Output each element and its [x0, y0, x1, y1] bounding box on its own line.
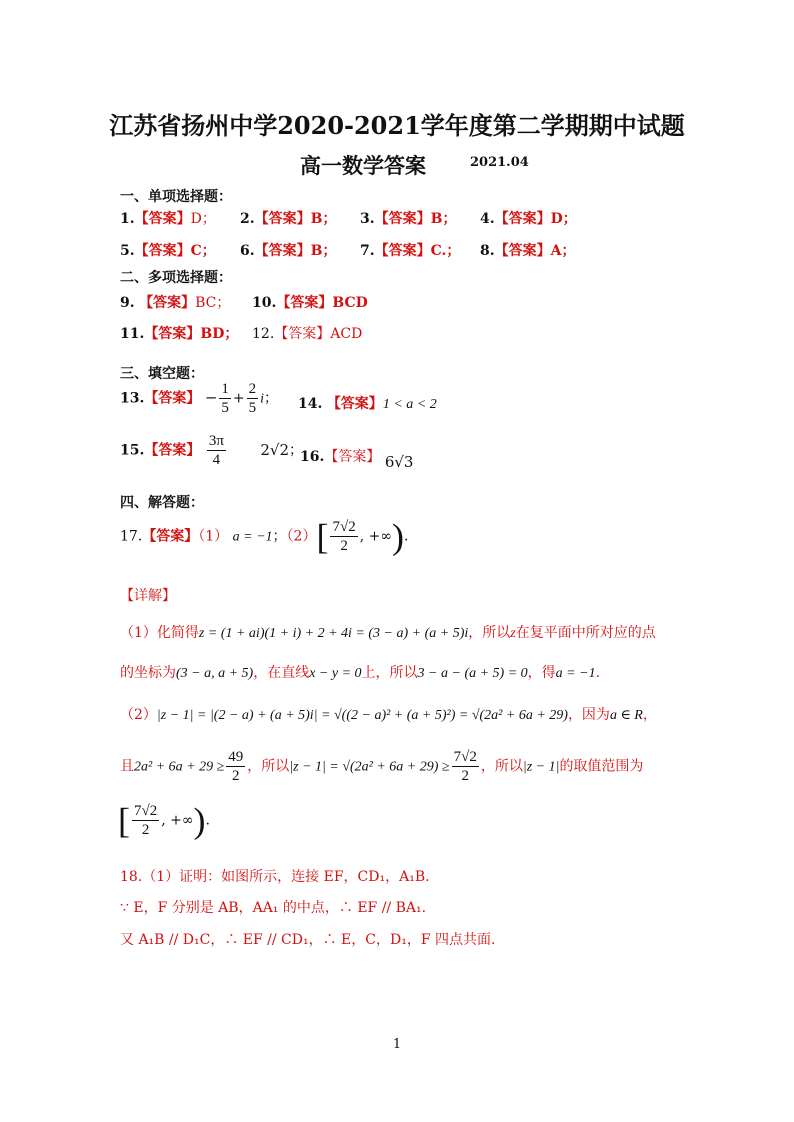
question-number: 6.	[240, 243, 255, 259]
math-expression: a ∈ R	[609, 708, 643, 723]
answer-tag: 【答案】	[254, 211, 311, 227]
answer-value: B；	[310, 243, 337, 259]
fraction	[330, 518, 357, 555]
solution-line	[120, 622, 656, 642]
answer-tag: 【答案】	[134, 211, 191, 227]
answer-item-17	[120, 518, 408, 555]
answer-tag: 【答案】	[374, 243, 431, 259]
answer-tag: 【答案】	[144, 390, 201, 407]
fraction-denominator: 2	[141, 822, 150, 838]
text-span: ，因为	[567, 707, 610, 723]
answer-item	[360, 240, 460, 260]
left-bracket: [	[316, 516, 329, 557]
fraction-denominator: 5	[221, 400, 229, 416]
question-number: 4.	[480, 211, 495, 227]
text-span: ，所以	[468, 625, 511, 641]
answer-item	[252, 323, 362, 343]
question-number: 5.	[120, 243, 135, 259]
page-title: 江苏省扬州中学2020-2021学年度第二学期期中试题	[109, 111, 685, 140]
answer-item	[480, 240, 576, 260]
interval-result	[118, 802, 210, 839]
question-number: 15.	[120, 442, 145, 459]
text-span: 在复平面中所对应的点	[515, 625, 656, 641]
question-number: 10.	[252, 295, 277, 311]
math-expression: z = (1 + ai)(1 + i) + 2 + 4i = (3 − a) + (a + 5)i	[198, 626, 469, 641]
solution-line-18-1: 18.（1）证明：如图所示，连接 EF，CD₁，A₁B.	[120, 869, 430, 885]
math-expression: |z − 1| = |(2 − a) + (a + 5)i| = √((2 − a)² + (a + 5)²) = √(2a² + 6a + 29)	[156, 708, 568, 723]
answer-tag: 【答案】	[276, 295, 333, 311]
math-expression: |z − 1| = √(2a² + 6a + 29) ≥	[289, 759, 450, 775]
fraction-numerator: 3π	[208, 433, 224, 449]
question-number: 11.	[120, 326, 145, 342]
answer-value: BD；	[200, 326, 239, 342]
solution-line-18-2: ∵ E，F 分别是 AB，AA₁ 的中点，∴ EF // BA₁.	[120, 900, 427, 916]
math-expression: x − y = 0	[309, 666, 362, 681]
math-expression: a = −1	[555, 666, 596, 681]
question-number: 2.	[240, 211, 255, 227]
question-number: 3.	[360, 211, 375, 227]
answer-item-15	[120, 432, 303, 469]
question-number: 16.	[300, 449, 325, 465]
text-span: 上，所以	[361, 665, 418, 681]
answer-value: C；	[190, 243, 216, 259]
answer-item	[120, 208, 216, 228]
answer-item	[120, 240, 216, 260]
fraction-numerator: 7√2	[332, 519, 356, 535]
fraction-denominator: 2	[461, 768, 469, 784]
fraction	[219, 380, 231, 417]
text-span: ，	[642, 707, 657, 723]
section-heading-solutions: 四、解答题：	[120, 495, 204, 511]
text-span: 的坐标为	[120, 665, 176, 681]
question-number: 13.	[120, 390, 145, 407]
solution-line-18-3: 又 A₁B // D₁C，∴ EF // CD₁，∴ E，C，D₁，F 四点共面.	[120, 932, 496, 948]
fraction-denominator: 5	[248, 400, 257, 416]
page-number: 1	[392, 1037, 402, 1052]
answer-value: BCD	[332, 295, 368, 311]
answer-tag: 【答案】	[374, 211, 431, 227]
page-subtitle: 高一数学答案	[300, 153, 426, 178]
solution-line	[120, 662, 600, 682]
text-span: ，在直线	[253, 665, 310, 681]
section-heading-single-choice: 一、单项选择题：	[120, 189, 232, 205]
minus-sign: −	[204, 388, 218, 407]
interval-tail: , +∞	[161, 812, 194, 829]
fraction-numerator: 1	[221, 381, 229, 397]
answer-tag: 【答案】	[144, 442, 201, 459]
answer-tag: 【答案】	[494, 243, 551, 259]
solution-line	[120, 704, 657, 724]
answer-tag: 【答案】	[326, 396, 383, 412]
answer-item	[240, 240, 336, 260]
fraction-numerator: 2	[248, 381, 257, 397]
answer-item-13	[120, 380, 278, 417]
answer-item	[252, 292, 368, 312]
fraction-numerator: 7√2	[453, 749, 477, 765]
question-number: 12.	[252, 326, 275, 342]
question-number: 7.	[360, 243, 375, 259]
answer-tag: 【答案】	[254, 243, 311, 259]
plus-sign: +	[232, 390, 245, 407]
math-expression: 3 − a − (a + 5) = 0	[417, 666, 528, 681]
text-span: .	[595, 665, 601, 681]
text-span: ，得	[527, 665, 556, 681]
answer-value: 1 < a < 2	[382, 397, 437, 412]
text-span: 的取值范围为	[559, 758, 644, 775]
period: .	[404, 528, 409, 545]
interval-tail: , +∞	[359, 528, 392, 545]
fraction-numerator: 7√2	[134, 803, 158, 819]
answer-value: A；	[550, 243, 576, 259]
answer-item	[120, 292, 230, 312]
answer-tag: 【答案】	[139, 295, 196, 311]
solution-line	[120, 748, 643, 785]
right-paren: )	[392, 516, 404, 557]
answer-value: B；	[310, 211, 337, 227]
section-heading-multi-choice: 二、多项选择题：	[120, 270, 232, 286]
fraction	[247, 380, 259, 417]
text-span: ，所以	[247, 758, 290, 775]
answer-item	[240, 208, 336, 228]
answer-value: a = −1	[232, 529, 273, 545]
answer-item-16	[300, 446, 414, 471]
fraction-denominator: 4	[212, 452, 221, 468]
part-label: （1）	[198, 528, 229, 545]
imaginary-unit: i	[260, 391, 265, 407]
separator: ；	[289, 442, 303, 459]
text-span: （2）	[120, 707, 157, 723]
period: .	[205, 812, 210, 829]
math-expression: |z − 1|	[522, 759, 560, 775]
answer-tag: 【答案】	[274, 326, 331, 342]
fraction	[207, 432, 226, 469]
detail-label: 【详解】	[120, 588, 176, 604]
fraction	[452, 748, 479, 785]
right-paren: )	[193, 800, 206, 841]
answer-value: D；	[550, 211, 577, 227]
question-number: 14.	[298, 396, 323, 412]
answer-tag: 【答案】	[324, 449, 381, 465]
answer-value: B；	[430, 211, 457, 227]
question-number: 1.	[120, 211, 135, 227]
separator: ；	[272, 528, 287, 545]
separator: ；	[264, 390, 279, 407]
answer-value: C.；	[430, 243, 461, 259]
answer-item-14	[298, 393, 437, 413]
answer-value: D；	[190, 211, 216, 227]
question-number: 8.	[480, 243, 495, 259]
answer-tag: 【答案】	[142, 528, 199, 545]
answer-item	[480, 208, 577, 228]
math-variable: z	[510, 626, 516, 641]
left-bracket: [	[118, 800, 130, 841]
question-number: 9.	[120, 295, 135, 311]
answer-value: BC；	[195, 295, 231, 311]
fraction	[226, 748, 245, 785]
exam-date: 2021.04	[470, 155, 529, 170]
answer-tag: 【答案】	[144, 326, 201, 342]
answer-value: 2√2	[260, 440, 289, 459]
answer-item	[120, 323, 238, 343]
part-label: （2）	[286, 528, 317, 545]
math-expression: (3 − a, a + 5)	[176, 666, 254, 681]
text-span: ，所以	[480, 758, 523, 775]
section-heading-fill-blank: 三、填空题：	[120, 366, 204, 382]
fraction-denominator: 2	[232, 768, 240, 784]
text-span: 且	[120, 758, 134, 775]
fraction	[132, 802, 159, 839]
question-number: 17.	[120, 528, 143, 545]
answer-tag: 【答案】	[134, 243, 191, 259]
answer-value: ACD	[330, 326, 363, 342]
answer-tag: 【答案】	[494, 211, 551, 227]
fraction-numerator: 49	[228, 749, 244, 765]
answer-item	[360, 208, 456, 228]
text-span: （1）化简得	[120, 625, 199, 641]
math-expression: 2a² + 6a + 29 ≥	[134, 759, 225, 775]
fraction-denominator: 2	[340, 538, 348, 554]
answer-value: 6√3	[384, 453, 414, 471]
